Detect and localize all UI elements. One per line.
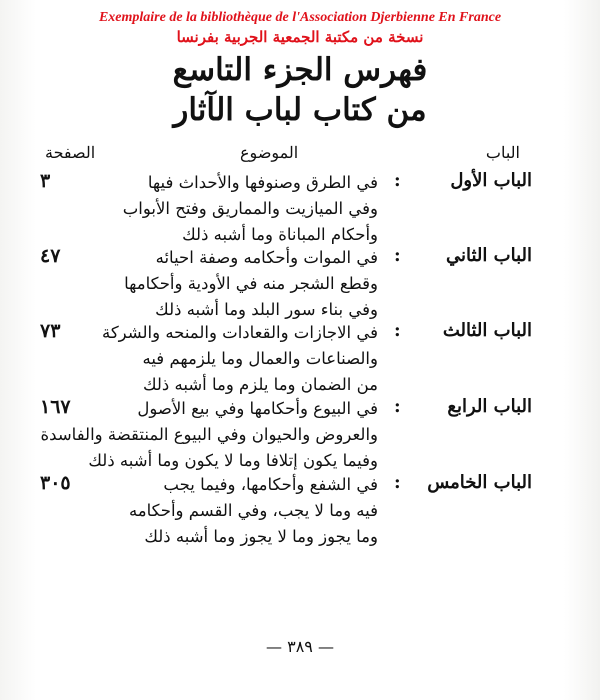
chapter-label: الباب الثالث xyxy=(442,320,532,341)
topic-line: في الموات وأحكامه وصفة احيائه xyxy=(155,248,378,267)
topic-text xyxy=(101,320,378,398)
book-title: من كتاب لباب الآثار xyxy=(173,92,427,128)
toc-entry[interactable] xyxy=(0,396,600,476)
separator-colon: : xyxy=(394,245,401,266)
page-number: ٣٠٥ xyxy=(40,472,71,494)
page-footer-number: — ٣٨٩ — xyxy=(266,637,334,656)
toc-entry[interactable] xyxy=(0,245,600,325)
topic-line: في البيوع وأحكامها وفي بيع الأصول xyxy=(137,399,378,418)
topic-text xyxy=(118,170,378,248)
index-title: فهرس الجزء التاسع xyxy=(172,52,428,88)
topic-line: وفي الميازيت والمماريق وفتح الأبواب xyxy=(122,199,378,218)
topic-line: وفيما يكون إتلافا وما لا يكون وما أشبه ذلك xyxy=(88,451,378,470)
column-header-page: الصفحة xyxy=(45,143,96,162)
topic-text xyxy=(118,472,378,550)
topic-line: وما يجوز وما لا يجوز وما أشبه ذلك xyxy=(144,527,378,546)
chapter-label: الباب الأول xyxy=(450,170,532,191)
topic-line: والعروض والحيوان وفي البيوع المنتقضة والفاسدة xyxy=(40,425,378,444)
separator-colon: : xyxy=(394,472,401,493)
topic-line: في الاجازات والقعادات والمنحه والشركة xyxy=(101,323,378,342)
topic-line: وقطع الشجر منه في الأودية وأحكامها xyxy=(124,274,378,293)
column-header-chapter: الباب xyxy=(485,143,520,162)
separator-colon: : xyxy=(394,396,401,417)
column-header-topic: الموضوع xyxy=(240,143,299,162)
topic-text xyxy=(118,245,378,323)
toc-entry[interactable] xyxy=(0,320,600,400)
watermark-arabic: نسخة من مكتبة الجمعية الجربية بفرنسا xyxy=(176,28,424,46)
chapter-label: الباب الثاني xyxy=(445,245,532,266)
toc-entry[interactable] xyxy=(0,170,600,250)
page-number: ٧٣ xyxy=(40,320,61,342)
watermark-french: Exemplaire de la bibliothèque de l'Association Djerbienne En France xyxy=(98,10,502,25)
chapter-label: الباب الخامس xyxy=(427,472,532,493)
separator-colon: : xyxy=(394,170,401,191)
toc-entry[interactable] xyxy=(0,472,600,552)
topic-line: في الطرق وصنوفها والأحداث فيها xyxy=(147,173,378,192)
chapter-label: الباب الرابع xyxy=(447,396,532,417)
topic-line: في الشفع وأحكامها، وفيما يجب xyxy=(163,475,378,494)
separator-colon: : xyxy=(394,320,401,341)
topic-line: وفي بناء سور البلد وما أشبه ذلك xyxy=(155,300,378,319)
topic-line: وأحكام المباناة وما أشبه ذلك xyxy=(182,225,378,244)
topic-line: من الضمان وما يلزم وما أشبه ذلك xyxy=(142,375,378,394)
topic-line: فيه وما لا يجب، وفي القسم وأحكامه xyxy=(128,501,378,520)
topic-line: والصناعات والعمال وما يلزمهم فيه xyxy=(142,349,378,368)
page-number: ١٦٧ xyxy=(40,396,71,418)
page-number: ٤٧ xyxy=(40,245,61,267)
page-number: ٣ xyxy=(40,170,51,192)
